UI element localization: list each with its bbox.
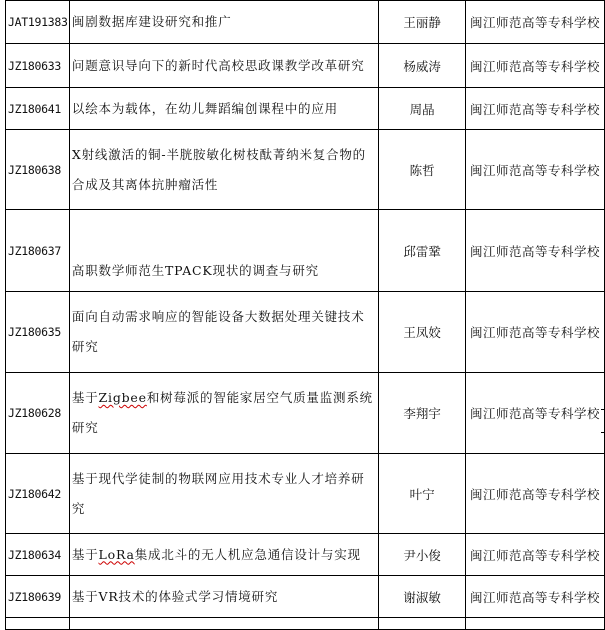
project-organization: 闽江师范高等专科学校: [466, 373, 605, 454]
project-code: JZ180641: [6, 88, 70, 130]
project-organization: 闽江师范高等专科学校: [466, 576, 605, 618]
project-leader: 谢淑敏: [379, 576, 466, 618]
project-leader: 杨威涛: [379, 44, 466, 88]
project-title-line-2: 研究: [71, 339, 99, 354]
project-organization: 闽江师范高等专科学校: [466, 88, 605, 130]
project-title-text: 高职数学师范生TPACK现状的调查与研究: [71, 263, 319, 278]
table-row: [6, 88, 605, 130]
spellcheck-word: LoRa: [98, 546, 135, 562]
project-code: JZ180634: [6, 534, 70, 576]
project-title: [69, 534, 378, 576]
table-row: [6, 210, 605, 292]
project-organization: 闽江师范高等专科学校: [466, 534, 605, 576]
project-organization: 闽江师范高等专科学校: [466, 454, 605, 534]
project-leader: 王凤姣: [379, 292, 466, 373]
project-organization: 闽江师范高等专科学校: [466, 130, 605, 210]
project-title-line-2: 究: [71, 500, 86, 516]
project-title-line-1: 面向自动需求响应的智能设备大数据处理关键技术: [71, 309, 365, 324]
title-prefix: 基于: [71, 546, 99, 562]
project-code: JZ180628: [6, 373, 70, 454]
spellcheck-word: Zigbee: [98, 390, 147, 405]
project-title: 问题意识导向下的新时代高校思政课教学改革研究: [69, 44, 378, 88]
project-code: JZ180635: [6, 292, 70, 373]
project-organization: 闽江师范高等专科学校: [466, 210, 605, 292]
table-row: [6, 292, 605, 373]
title-prefix: 基于: [71, 390, 99, 405]
table-row: [6, 130, 605, 210]
table-row: [6, 1, 605, 44]
project-title: [69, 373, 378, 454]
project-organization: 闽江师范高等专科学校: [466, 292, 605, 373]
project-title: 基于VR技术的体验式学习情境研究: [69, 576, 378, 618]
project-title-line-2: 合成及其离体抗肿瘤活性: [71, 176, 219, 192]
project-leader: 尹小俊: [379, 534, 466, 576]
project-title: 以绘本为载体，在幼儿舞蹈编创课程中的应用: [69, 88, 378, 130]
project-organization: 闽江师范高等专科学校: [466, 44, 605, 88]
project-leader: 周晶: [379, 88, 466, 130]
project-code: JZ180639: [6, 576, 70, 618]
title-suffix: 和树莓派的智能家居空气质量监测系统: [146, 390, 373, 405]
project-title: 闽剧数据库建设研究和推广: [69, 1, 378, 44]
project-title-line-1: X射线激活的铜-半胱胺敏化树枝酞菁纳米复合物的: [71, 146, 366, 162]
project-code: JZ180633: [6, 44, 70, 88]
project-leader: 王丽静: [379, 1, 466, 44]
project-table: [5, 0, 605, 630]
margin-tick-mark: [601, 432, 605, 433]
project-code: JZ180637: [6, 210, 70, 292]
table-row: [6, 576, 605, 618]
project-title-line-1: 基于现代学徒制的物联网应用技术专业人才培养研: [71, 470, 365, 486]
table-row: [6, 454, 605, 534]
project-leader: 邱雷鞏: [379, 210, 466, 292]
table-row: [6, 534, 605, 576]
project-organization: 闽江师范高等专科学校: [466, 1, 605, 44]
project-title-line-2: 研究: [71, 420, 99, 435]
title-suffix: 集成北斗的无人机应急通信设计与实现: [134, 546, 361, 562]
project-leader: 叶宁: [379, 454, 466, 534]
project-code: JZ180642: [6, 454, 70, 534]
project-code: JZ180638: [6, 130, 70, 210]
project-title: [69, 292, 378, 373]
project-leader: 陈哲: [379, 130, 466, 210]
project-code: JAT191383: [6, 1, 70, 44]
project-title: [69, 210, 378, 292]
project-title: [69, 454, 378, 534]
margin-tick-mark: [601, 409, 605, 410]
project-leader: 李翔宇: [379, 373, 466, 454]
table-row: [6, 373, 605, 454]
table-row: [6, 44, 605, 88]
project-title: [69, 130, 378, 210]
